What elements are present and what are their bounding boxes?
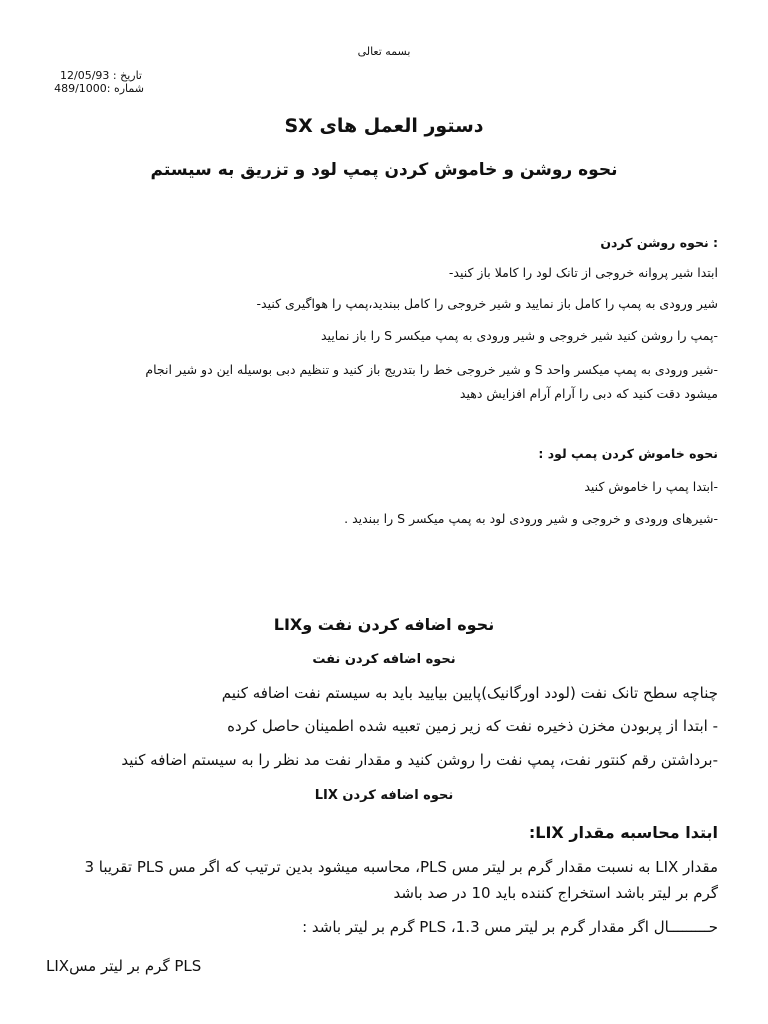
section-on-line: -پمپ را روشن کنید شیر خروجی و شیر ورودی به پمپ میکسر S را باز نمایید <box>321 328 718 343</box>
section-on-line: -شیر ورودی به پمپ میکسر واحد S و شیر خروجی خط را بتدریج باز کنید و تنظیم دبی بوسیله این دو شیر انجام <box>145 362 718 377</box>
doc-subtitle: نحوه روشن و خاموش کردن پمپ لود و تزریق به سیستم <box>150 160 618 180</box>
calc-line: حـــــــــال اگر مقدار گرم بر لیتر مس PLS ،1.3 گرم بر لیتر باشد : <box>302 918 718 936</box>
section-on-line: شیر ورودی به پمپ را کامل باز نمایید و شیر خروجی را کامل ببندید،پمپ را هواگیری کنید- <box>256 296 718 311</box>
section-on-heading: : نحوه روشن کردن <box>600 235 718 250</box>
section-add-heading: نحوه اضافه کردن نفت وLIX <box>273 615 495 634</box>
lix-subheading: نحوه اضافه کردن LIX <box>314 788 454 803</box>
number-line: شماره :489/1000 <box>54 82 144 95</box>
last-line: LIXگرم بر لیتر مس PLS <box>46 957 202 975</box>
oil-line: - ابتدا از پربودن مخزن ذخیره نفت که زیر زمین تعبیه شده اطمینان حاصل کرده <box>227 717 718 735</box>
doc-title: دستور العمل های SX <box>284 115 484 137</box>
section-on-line: ابتدا شیر پروانه خروجی از تانک لود را کاملا باز کنید- <box>448 265 718 280</box>
oil-line: -برداشتن رقم کنتور نفت، پمپ نفت را روشن کنید و مقدار نفت مد نظر را به سیستم اضافه کنید <box>121 751 718 769</box>
oil-line: چناچه سطح تانک نفت (لودد اورگانیک)پایین بیایید باید به سیستم نفت اضافه کنیم <box>221 684 718 702</box>
section-on-line: میشود دقت کنید که دبی را آرام آرام افزایش دهید <box>459 386 718 401</box>
basmala: بسمه تعالی <box>357 45 411 58</box>
calc-line: مقدار LIX به نسبت مقدار گرم بر لیتر مس PLS، محاسبه میشود بدین ترتیب که اگر مس PLS تقریبا 3 <box>84 858 718 876</box>
section-off-line: -ابتدا پمپ را خاموش کنید <box>584 479 718 494</box>
date-line: تاریخ : 12/05/93 <box>60 69 142 82</box>
section-off-heading: نحوه خاموش کردن پمپ لود : <box>538 446 718 461</box>
calc-heading: ابتدا محاسبه مقدار LIX: <box>528 823 718 842</box>
calc-line: گرم بر لیتر باشد استخراج کننده باید 10 در صد باشد <box>393 884 718 902</box>
section-off-line: -شیرهای ورودی و خروجی و شیر ورودی لود به پمپ میکسر S را ببندید . <box>344 511 718 526</box>
oil-subheading: نحوه اضافه کردن نفت <box>312 652 456 667</box>
